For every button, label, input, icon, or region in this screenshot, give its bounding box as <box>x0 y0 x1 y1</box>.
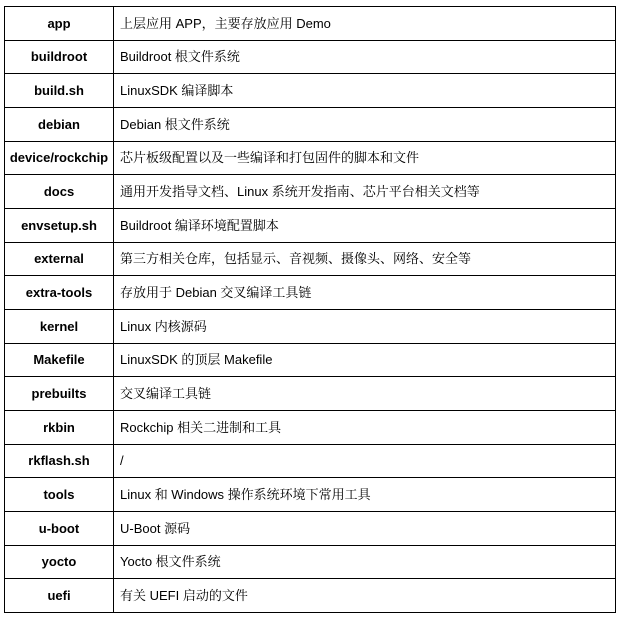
directory-name: debian <box>5 107 114 141</box>
directory-name: rkbin <box>5 410 114 444</box>
table-row <box>5 107 616 141</box>
table-row <box>5 7 616 41</box>
directory-name: Makefile <box>5 343 114 377</box>
table-row <box>5 40 616 74</box>
directory-name: buildroot <box>5 40 114 74</box>
directory-name: kernel <box>5 309 114 343</box>
table-row <box>5 545 616 579</box>
table-row <box>5 343 616 377</box>
directory-description: Yocto 根文件系统 <box>114 545 616 579</box>
sdk-directory-table <box>4 6 616 613</box>
table-row <box>5 410 616 444</box>
table-row <box>5 478 616 512</box>
directory-name: build.sh <box>5 74 114 108</box>
directory-description: 上层应用 APP，主要存放应用 Demo <box>114 7 616 41</box>
directory-description: 通用开发指导文档、Linux 系统开发指南、芯片平台相关文档等 <box>114 175 616 209</box>
directory-description: Linux 内核源码 <box>114 309 616 343</box>
directory-description: Linux 和 Windows 操作系统环境下常用工具 <box>114 478 616 512</box>
directory-description: 芯片板级配置以及一些编译和打包固件的脚本和文件 <box>114 141 616 175</box>
directory-description: 有关 UEFI 启动的文件 <box>114 579 616 613</box>
directory-description: Buildroot 根文件系统 <box>114 40 616 74</box>
table-row <box>5 208 616 242</box>
table-row <box>5 175 616 209</box>
directory-name: extra-tools <box>5 276 114 310</box>
directory-name: tools <box>5 478 114 512</box>
directory-description: 存放用于 Debian 交叉编译工具链 <box>114 276 616 310</box>
directory-name: device/rockchip <box>5 141 114 175</box>
table-row <box>5 74 616 108</box>
table-row <box>5 377 616 411</box>
table-row <box>5 309 616 343</box>
directory-description: 第三方相关仓库，包括显示、音视频、摄像头、网络、安全等 <box>114 242 616 276</box>
directory-description: Debian 根文件系统 <box>114 107 616 141</box>
directory-name: envsetup.sh <box>5 208 114 242</box>
directory-name: u-boot <box>5 511 114 545</box>
directory-name: app <box>5 7 114 41</box>
directory-name: external <box>5 242 114 276</box>
table-row <box>5 579 616 613</box>
directory-name: docs <box>5 175 114 209</box>
table-row <box>5 444 616 478</box>
directory-description: Buildroot 编译环境配置脚本 <box>114 208 616 242</box>
directory-name: prebuilts <box>5 377 114 411</box>
directory-name: uefi <box>5 579 114 613</box>
directory-name: rkflash.sh <box>5 444 114 478</box>
directory-description: 交叉编译工具链 <box>114 377 616 411</box>
directory-description: U-Boot 源码 <box>114 511 616 545</box>
directory-description: LinuxSDK 的顶层 Makefile <box>114 343 616 377</box>
directory-description: LinuxSDK 编译脚本 <box>114 74 616 108</box>
directory-description: Rockchip 相关二进制和工具 <box>114 410 616 444</box>
table-row <box>5 141 616 175</box>
table-row <box>5 276 616 310</box>
table-row <box>5 242 616 276</box>
table-row <box>5 511 616 545</box>
directory-description: / <box>114 444 616 478</box>
directory-name: yocto <box>5 545 114 579</box>
